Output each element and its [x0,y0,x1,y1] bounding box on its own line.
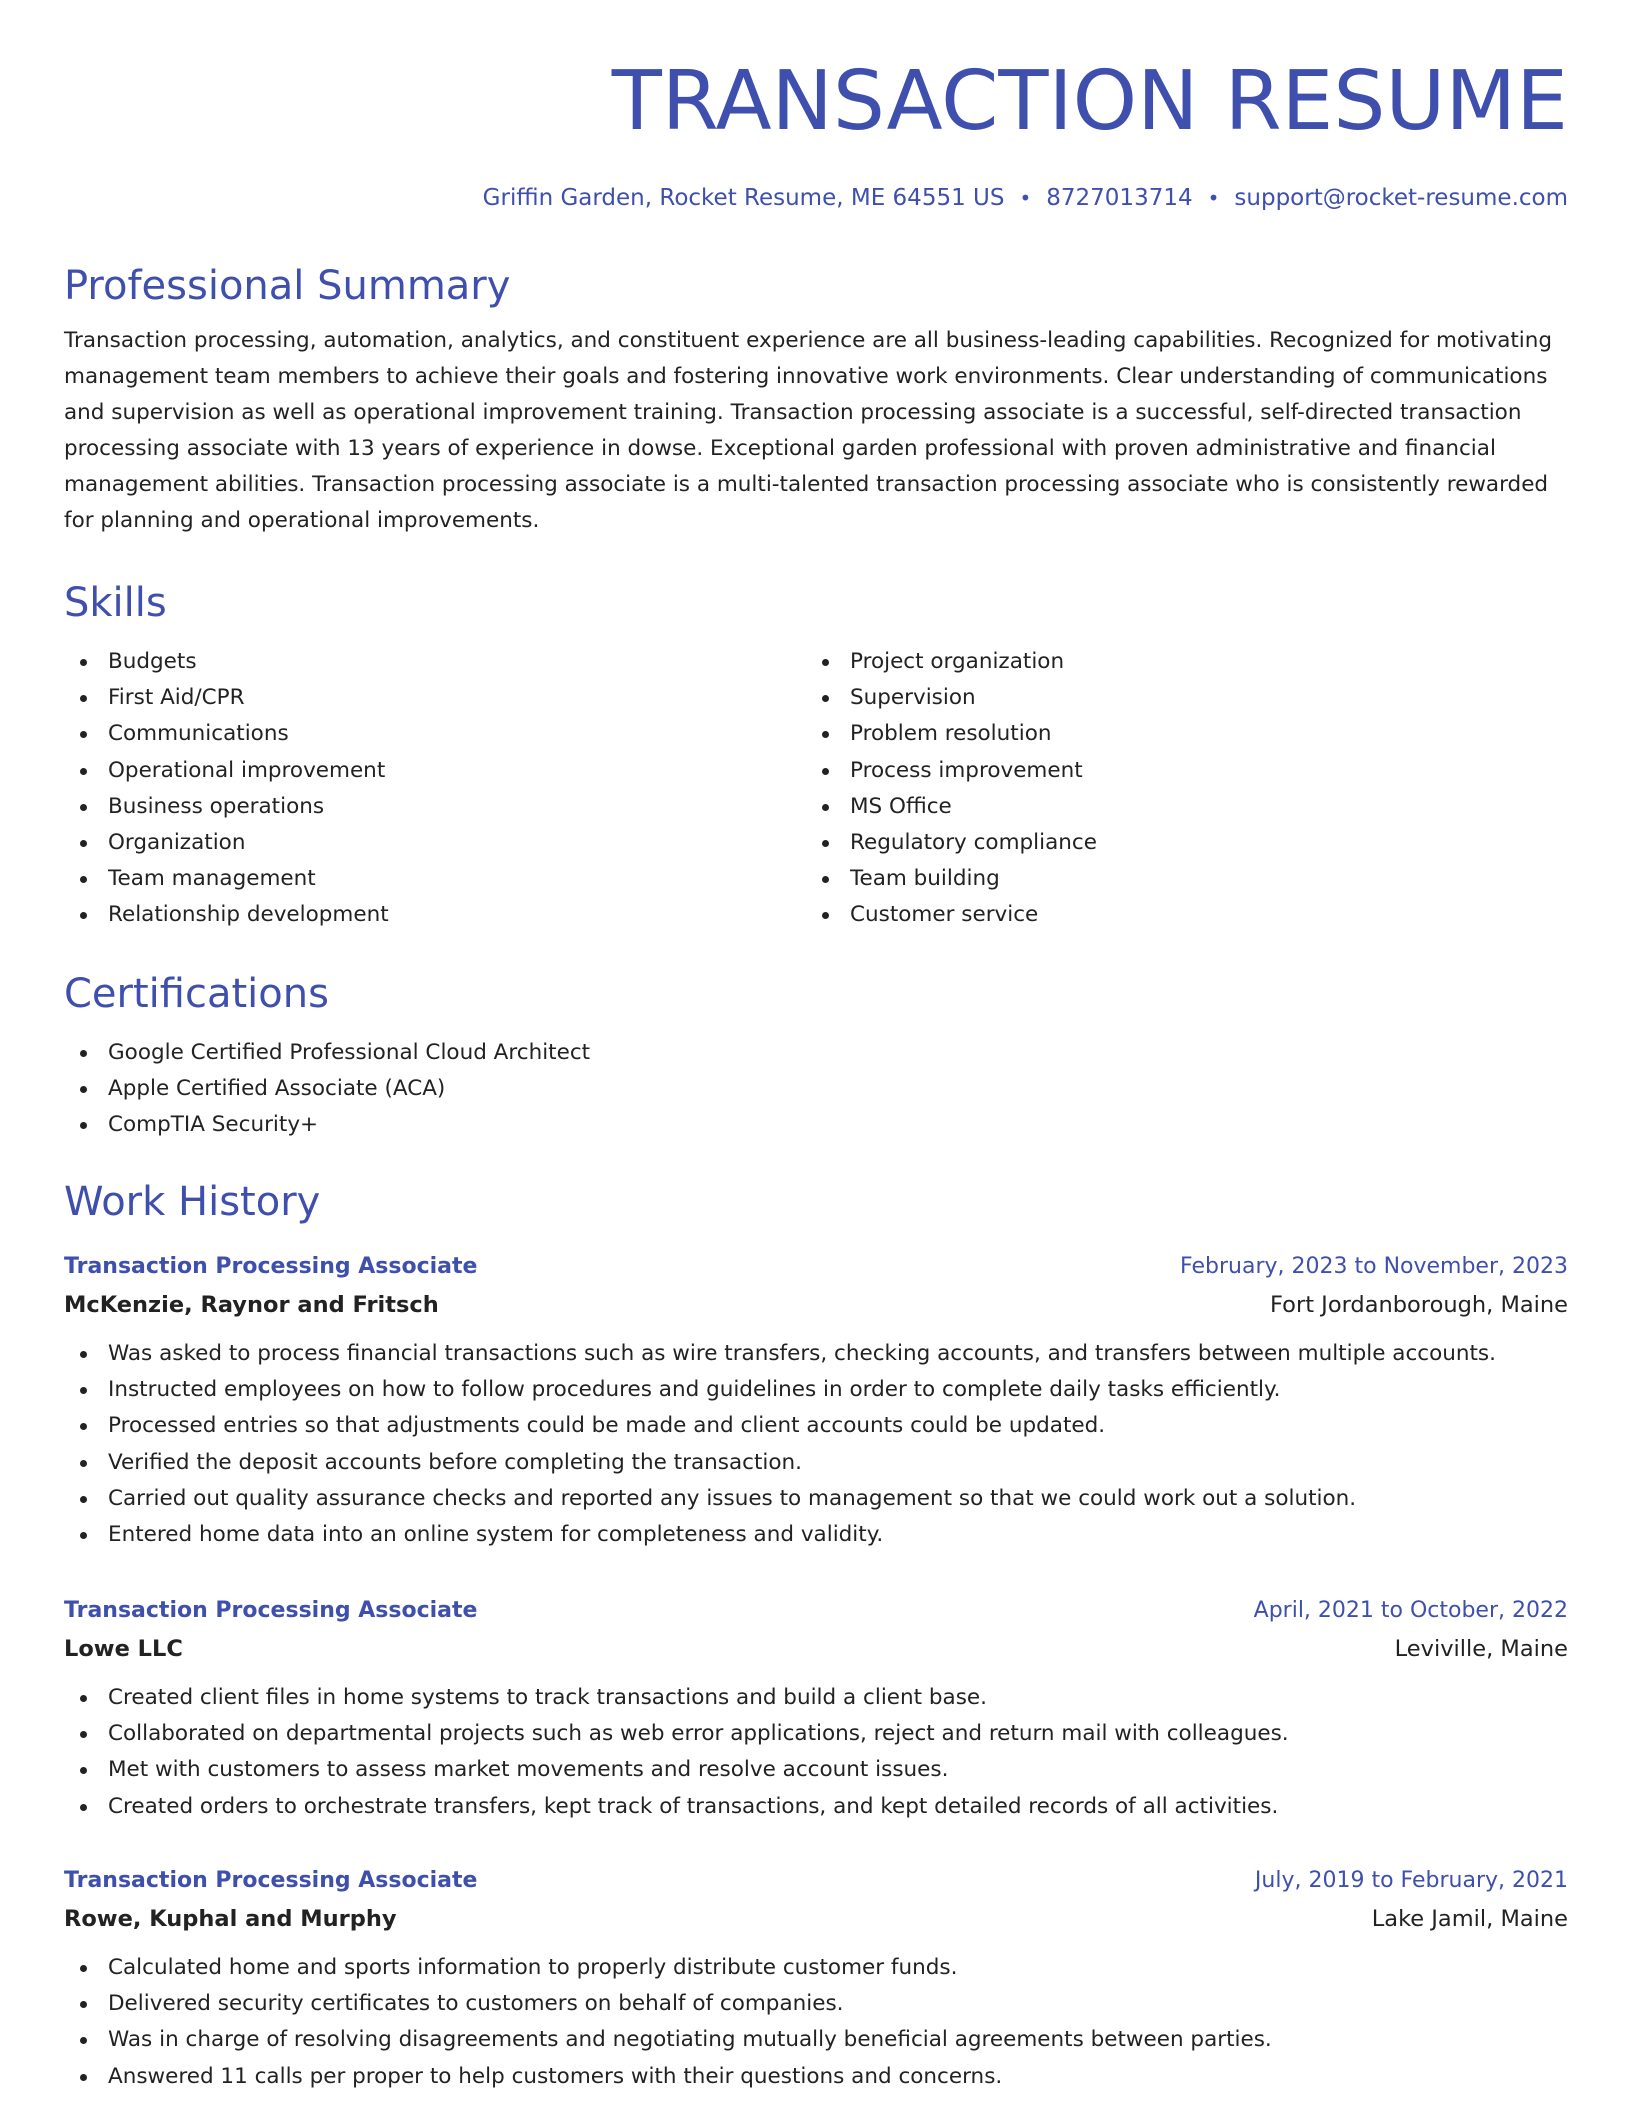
job-entry [64,1249,1568,1553]
skill-item: Project organization [806,644,1548,680]
resume-title: TRANSACTION RESUME [611,54,1568,149]
job-duty-item: Was in charge of resolving disagreements and negotiating mutually beneficial agreements between parties. [64,2022,1568,2058]
summary-heading: Professional Summary [64,263,511,309]
certification-item: CompTIA Security+ [64,1107,1568,1143]
skill-item: First Aid/CPR [64,680,806,716]
job-duty-item: Met with customers to assess market movements and resolve account issues. [64,1752,1568,1788]
certifications-list [64,1035,1568,1144]
skill-item: Business operations [64,789,806,825]
work-history-heading: Work History [64,1179,321,1225]
skills-column-left [64,644,806,934]
job-company: Rowe, Kuphal and Murphy [64,1906,397,1932]
job-title: Transaction Processing Associate [64,1254,478,1279]
contact-email[interactable]: support@rocket-resume.com [1234,185,1568,211]
certification-item: Apple Certified Associate (ACA) [64,1071,1568,1107]
job-entry [64,1593,1568,1825]
contact-separator: • [1019,186,1032,210]
job-duties-list [64,1336,1568,1553]
skills-section [64,576,1568,934]
job-company-row [64,1285,1568,1325]
skill-item: Operational improvement [64,753,806,789]
job-entry [64,1863,1568,2095]
job-duty-item: Was asked to process financial transactions such as wire transfers, checking accounts, and transfers between multiple accounts. [64,1336,1568,1372]
job-duty-item: Calculated home and sports information to properly distribute customer funds. [64,1950,1568,1986]
contact-line [483,180,1568,216]
job-dates: February, 2023 to November, 2023 [1180,1254,1568,1279]
job-company-row [64,1629,1568,1669]
contact-phone: 8727013714 [1046,185,1193,211]
job-duty-item: Collaborated on departmental projects such as web error applications, reject and return mail with colleagues. [64,1716,1568,1752]
job-dates: July, 2019 to February, 2021 [1254,1868,1568,1893]
job-company-row [64,1899,1568,1939]
skill-item: Budgets [64,644,806,680]
summary-text: Transaction processing, automation, analytics, and constituent experience are all business-leading capabilities. Recognized for motivating management team members to achieve their goals and fostering innovative work environments. Clear understanding of communications and supervision as well as operational improvement training. Transaction processing associate is a successful, self-directed transaction processing associate with 13 years of experience in dowse. Exceptional garden professional with proven administrative and financial management abilities. Transaction processing associate is a multi-talented transaction processing associate who is consistently rewarded for planning and operational improvements. [64,328,1553,533]
skill-item: Problem resolution [806,716,1548,752]
skill-item: Process improvement [806,753,1548,789]
contact-address: Griffin Garden, Rocket Resume, ME 64551 US [482,185,1005,211]
job-title: Transaction Processing Associate [64,1868,478,1893]
job-duty-item: Created client files in home systems to track transactions and build a client base. [64,1680,1568,1716]
skill-item: Relationship development [64,897,806,933]
skills-columns [64,644,1568,934]
job-location: Leviville, Maine [1394,1636,1568,1662]
job-duty-item: Entered home data into an online system for completeness and validity. [64,1517,1568,1553]
job-company: Lowe LLC [64,1636,183,1662]
job-duty-item: Answered 11 calls per proper to help customers with their questions and concerns. [64,2059,1568,2095]
job-dates: April, 2021 to October, 2022 [1253,1598,1568,1623]
job-header-row [64,1249,1568,1285]
certifications-heading: Certifications [64,971,329,1017]
job-duty-item: Verified the deposit accounts before completing the transaction. [64,1445,1568,1481]
job-location: Fort Jordanborough, Maine [1270,1292,1568,1318]
job-header-row [64,1593,1568,1629]
job-title: Transaction Processing Associate [64,1598,478,1623]
job-duty-item: Carried out quality assurance checks and reported any issues to management so that we could work out a solution. [64,1481,1568,1517]
contact-separator: • [1207,186,1220,210]
certifications-section [64,967,1568,1144]
skills-heading: Skills [64,580,167,626]
certification-item: Google Certified Professional Cloud Architect [64,1035,1568,1071]
skill-item: Customer service [806,897,1548,933]
job-duty-item: Processed entries so that adjustments could be made and client accounts could be updated. [64,1408,1568,1444]
job-header-row [64,1863,1568,1899]
skill-item: Team building [806,861,1548,897]
job-duty-item: Delivered security certificates to customers on behalf of companies. [64,1986,1568,2022]
job-duties-list [64,1950,1568,2095]
skill-item: MS Office [806,789,1548,825]
skills-list-right [806,644,1548,934]
job-duty-item: Created orders to orchestrate transfers, kept track of transactions, and kept detailed records of all activities. [64,1789,1568,1825]
job-duty-item: Instructed employees on how to follow procedures and guidelines in order to complete daily tasks efficiently. [64,1372,1568,1408]
skills-column-right [806,644,1548,934]
skill-item: Supervision [806,680,1548,716]
skills-list-left [64,644,806,934]
job-company: McKenzie, Raynor and Fritsch [64,1292,439,1318]
job-duties-list [64,1680,1568,1825]
skill-item: Communications [64,716,806,752]
work-history-section [64,1175,1568,1229]
skill-item: Team management [64,861,806,897]
job-location: Lake Jamil, Maine [1371,1906,1568,1932]
summary-section [64,259,1568,539]
skill-item: Organization [64,825,806,861]
skill-item: Regulatory compliance [806,825,1548,861]
